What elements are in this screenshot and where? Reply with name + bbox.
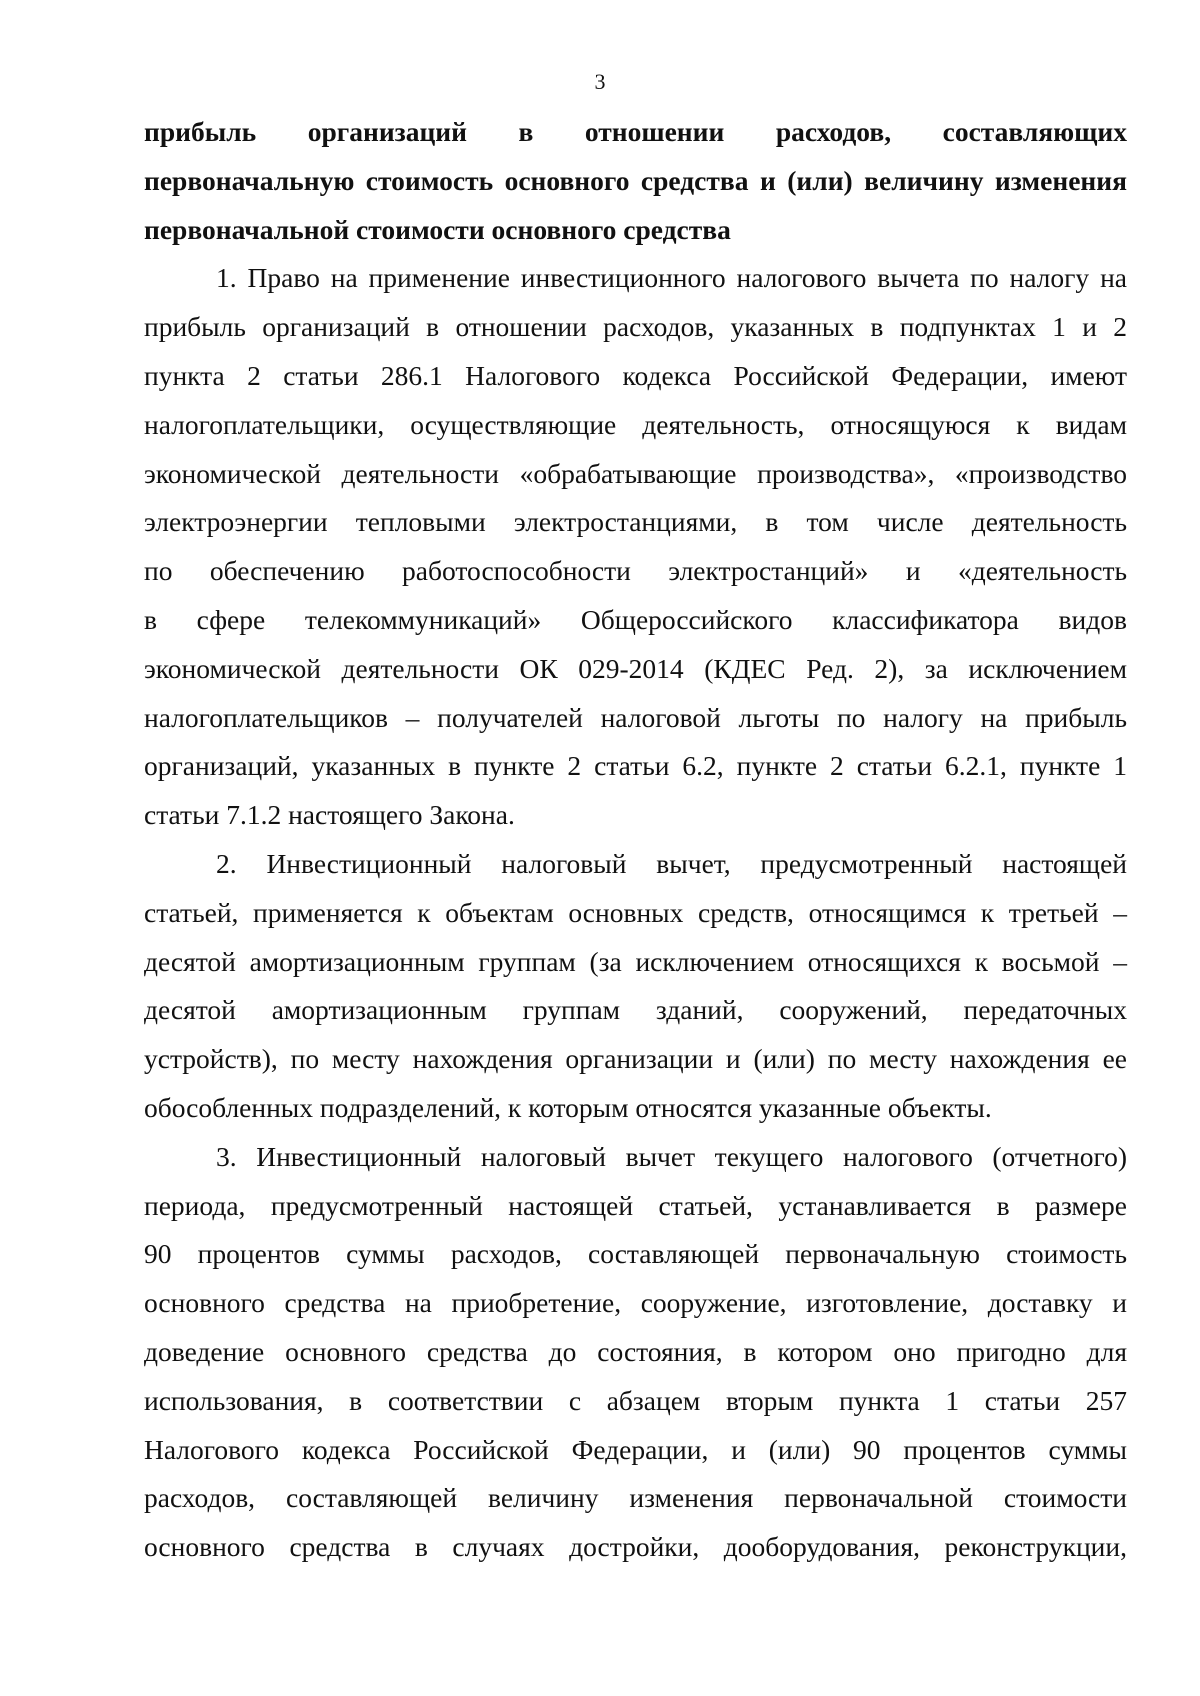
heading-line: прибыль организаций в отношении расходов, составляющих <box>144 116 1127 147</box>
paragraph-line: расходов, составляющей величину изменения первоначальной стоимости <box>144 1482 1127 1514</box>
paragraph-line: статьей, применяется к объектам основных средств, относящимся к третьей – <box>144 896 1127 928</box>
paragraph-line: прибыль организаций в отношении расходов, указанных в подпунктах 1 и 2 <box>144 311 1127 343</box>
paragraph-line: 2. Инвестиционный налоговый вычет, предусмотренный настоящей <box>216 847 1127 879</box>
paragraph-line: 90 процентов суммы расходов, составляющей первоначальную стоимость <box>144 1238 1127 1270</box>
paragraph-line: устройств), по месту нахождения организации и (или) по месту нахождения ее <box>144 1043 1127 1075</box>
paragraph-line: Налогового кодекса Российской Федерации, и (или) 90 процентов суммы <box>144 1433 1127 1465</box>
paragraph-line: экономической деятельности «обрабатывающие производства», «производство <box>144 457 1127 489</box>
paragraph-line: периода, предусмотренный настоящей статьей, устанавливается в размере <box>144 1189 1127 1221</box>
paragraph-line: 1. Право на применение инвестиционного налогового вычета по налогу на <box>216 262 1127 294</box>
section-heading <box>144 108 1127 254</box>
paragraph-line: десятой амортизационным группам (за исключением относящихся к восьмой – <box>144 945 1127 977</box>
paragraph-3 <box>144 1133 1127 1572</box>
paragraph-line: основного средства на приобретение, сооружение, изготовление, доставку и <box>144 1287 1127 1319</box>
paragraph-line: 3. Инвестиционный налоговый вычет текущего налогового (отчетного) <box>216 1140 1127 1172</box>
paragraph-line: пункта 2 статьи 286.1 Налогового кодекса Российской Федерации, имеют <box>144 359 1127 391</box>
paragraph-line: десятой амортизационным группам зданий, сооружений, передаточных <box>144 994 1127 1026</box>
paragraph-line: обособленных подразделений, к которым относятся указанные объекты. <box>144 1091 992 1123</box>
heading-line: первоначальной стоимости основного средства <box>144 213 731 245</box>
heading-line: первоначальную стоимость основного средства и (или) величину изменения <box>144 164 1127 196</box>
paragraph-line: использования, в соответствии с абзацем вторым пункта 1 статьи 257 <box>144 1384 1127 1416</box>
paragraph-2 <box>144 840 1127 1133</box>
paragraph-line: налогоплательщиков – получателей налоговой льготы по налогу на прибыль <box>144 701 1127 733</box>
paragraph-line: статьи 7.1.2 настоящего Закона. <box>144 799 515 831</box>
document-body <box>144 108 1127 1572</box>
paragraph-line: электроэнергии тепловыми электростанциями, в том числе деятельность <box>144 506 1127 538</box>
paragraph-line: налогоплательщики, осуществляющие деятельность, относящуюся к видам <box>144 408 1127 440</box>
paragraph-line: организаций, указанных в пункте 2 статьи 6.2, пункте 2 статьи 6.2.1, пункте 1 <box>144 750 1127 782</box>
paragraph-line: экономической деятельности ОК 029-2014 (КДЕС Ред. 2), за исключением <box>144 652 1127 684</box>
paragraph-1 <box>144 254 1127 840</box>
page-number: 3 <box>594 69 606 94</box>
paragraph-line: в сфере телекоммуникаций» Общероссийского классификатора видов <box>144 603 1127 635</box>
paragraph-line: по обеспечению работоспособности электростанций» и «деятельность <box>144 555 1127 587</box>
paragraph-line: доведение основного средства до состояния, в котором оно пригодно для <box>144 1335 1127 1367</box>
paragraph-line: основного средства в случаях достройки, дооборудования, реконструкции, <box>144 1531 1127 1563</box>
